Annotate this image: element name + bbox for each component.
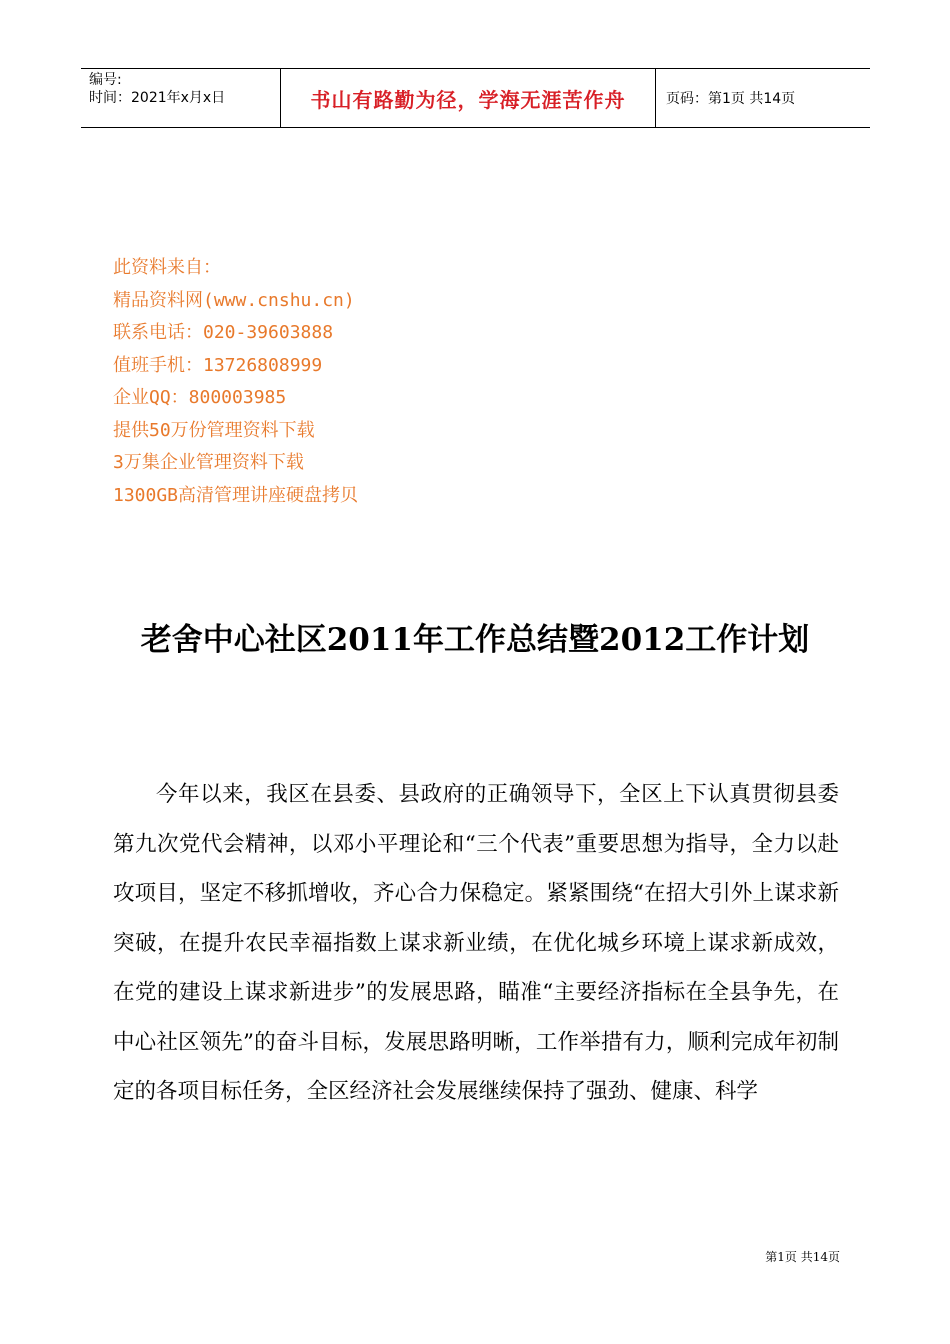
number-label: 编号:	[89, 72, 122, 88]
promo-block	[113, 252, 358, 512]
promo-line-offer-2: 3万集企业管理资料下载	[113, 452, 304, 473]
promo-line-qq: 企业QQ：800003985	[113, 387, 287, 408]
time-label: 时间：2021年x月x日	[89, 90, 226, 106]
promo-line-source: 此资料来自：	[113, 257, 221, 278]
promo-line-website[interactable]: 精品资料网(www.cnshu.cn)	[113, 289, 355, 311]
page-header	[81, 68, 870, 128]
header-motto: 书山有路勤为径，学海无涯苦作舟	[281, 69, 656, 127]
promo-line-offer-1: 提供50万份管理资料下载	[113, 419, 315, 441]
body-paragraph: 今年以来，我区在县委、县政府的正确领导下，全区上下认真贯彻县委第九次党代会精神，以邓小平理论和“三个代表”重要思想为指导，全力以赴攻项目，坚定不移抓增收，齐心合力保稳定。紧紧围绕“在招大引外上谋求新突破，在提升农民幸福指数上谋求新业绩，在优化城乡环境上谋求新成效，在党的建设上谋求新进步”的发展思路，瞄准“主要经济指标在全县争先，在中心社区领先”的奋斗目标，发展思路明晰，工作举措有力，顺利完成年初制定的各项目标任务，全区经济社会发展继续保持了强劲、健康、科学	[113, 782, 839, 1104]
footer-page-info: 第1页 共14页	[765, 1250, 840, 1264]
promo-line-offer-3: 1300GB高清管理讲座硬盘拷贝	[113, 484, 359, 506]
header-page-info: 页码：第1页 共14页	[666, 91, 796, 107]
document-title: 老舍中心社区2011年工作总结暨2012工作计划	[140, 622, 810, 658]
promo-line-phone: 联系电话：020-39603888	[113, 322, 334, 343]
promo-line-mobile: 值班手机：13726808999	[113, 354, 323, 376]
header-meta	[81, 69, 281, 127]
